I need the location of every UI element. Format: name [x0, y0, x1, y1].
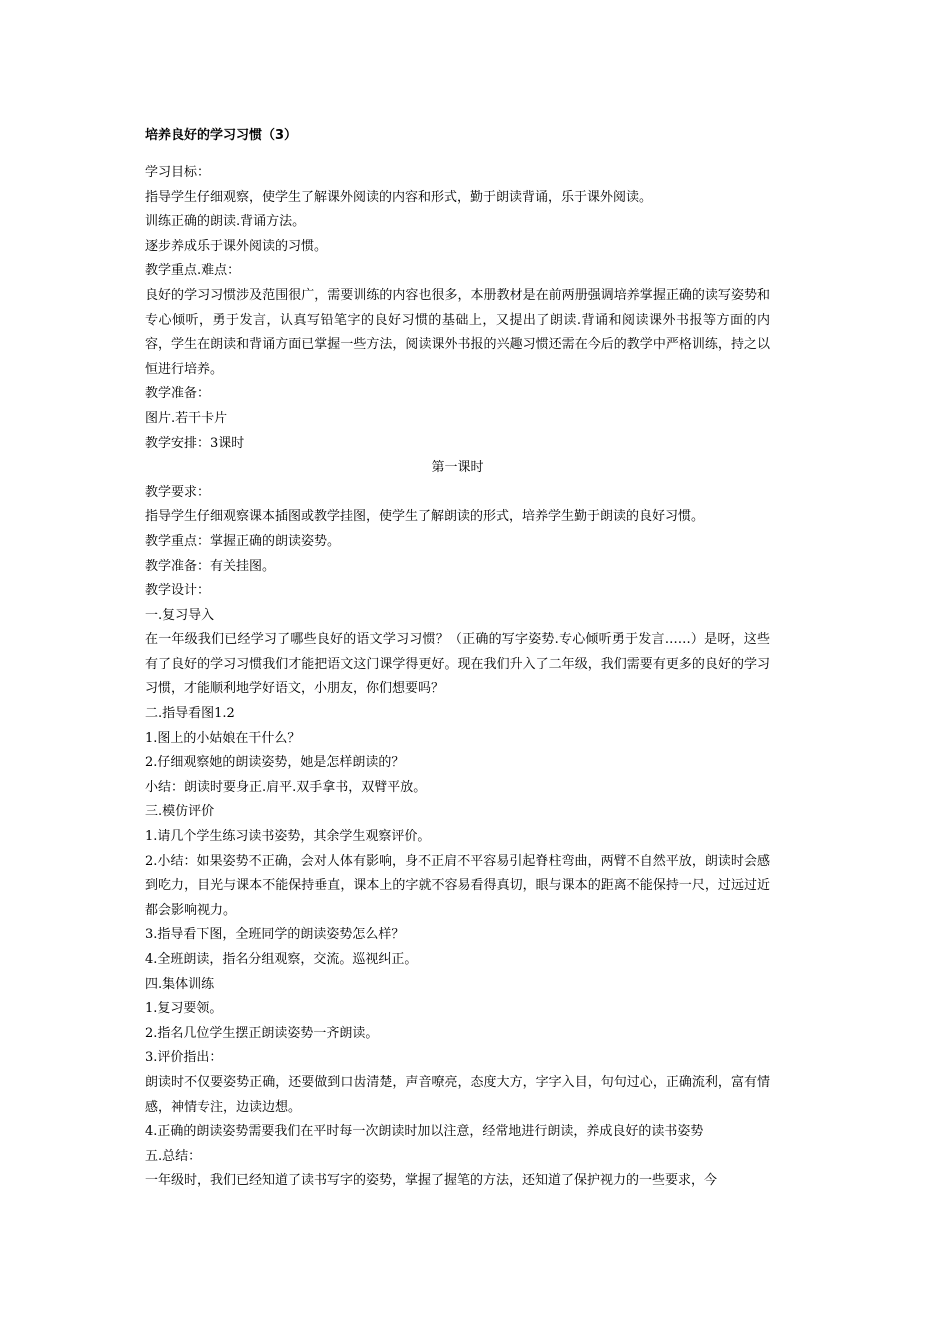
paragraph: 一.复习导入	[145, 607, 215, 623]
paragraph: 1.图上的小姑娘在干什么？	[145, 730, 301, 746]
paragraph: 2.小结：如果姿势不正确，会对人体有影响，身不正肩不平容易引起脊柱弯曲，两臂不自然平放，朗读时会感到吃力，目光与课本不能保持垂直，课本上的字就不容易看得真切，眼与课本的距离不能保持一尺，过远过近都会影响视力。	[145, 853, 770, 918]
paragraph: 教学安排：3课时	[145, 435, 245, 451]
document-body	[145, 124, 770, 1194]
paragraph: 教学准备：	[145, 386, 211, 402]
paragraph: 教学设计：	[145, 583, 211, 599]
paragraph: 教学准备：有关挂图。	[145, 558, 276, 574]
paragraph: 2.仔细观察她的朗读姿势，她是怎样朗读的？	[145, 755, 405, 771]
paragraph: 三.模仿评价	[145, 804, 215, 820]
paragraph: 教学重点：掌握正确的朗读姿势。	[145, 533, 341, 549]
paragraph: 在一年级我们已经学习了哪些良好的语文学习习惯？（正确的写字姿势.专心倾听勇于发言……）是呀，这些有了良好的学习习惯我们才能把语文这门课学得更好。现在我们升入了二年级，我们需要有更多的良好的学习习惯，才能顺利地学好语文，小朋友，你们想要吗？	[145, 632, 770, 697]
paragraph: 二.指导看图1.2	[145, 706, 235, 722]
paragraph: 4.全班朗读，指名分组观察，交流。巡视纠正。	[145, 952, 418, 967]
paragraph: 3.评价指出：	[145, 1050, 223, 1066]
paragraph-list	[145, 161, 770, 1194]
paragraph: 1.复习要领。	[145, 1001, 223, 1017]
paragraph: 朗读时不仅要姿势正确，还要做到口齿清楚，声音嘹亮，态度大方，字字入目，句句过心，正确流利，富有情感，神情专注，边读边想。	[145, 1074, 770, 1115]
paragraph: 1.请几个学生练习读书姿势，其余学生观察评价。	[145, 829, 431, 845]
paragraph: 3.指导看下图，全班同学的朗读姿势怎么样？	[145, 927, 405, 943]
paragraph: 良好的学习习惯涉及范围很广，需要训练的内容也很多，本册教材是在前两册强调培养掌握正确的读写姿势和专心倾听，勇于发言，认真写铅笔字的良好习惯的基础上，又提出了朗读.背诵和阅读课外书报等方面的内容，学生在朗读和背诵方面已掌握一些方法，阅读课外书报的兴趣习惯还需在今后的教学中严格训练，持之以恒进行培养。	[145, 287, 770, 377]
paragraph: 四.集体训练	[145, 976, 215, 992]
paragraph: 小结：朗读时要身正.肩平.双手拿书，双臂平放。	[145, 779, 427, 795]
paragraph: 教学要求：	[145, 484, 211, 500]
paragraph: 第一课时	[431, 460, 484, 476]
paragraph: 学习目标：	[145, 165, 211, 180]
paragraph: 逐步养成乐于课外阅读的习惯。	[145, 238, 328, 254]
paragraph: 图片.若干卡片	[145, 410, 228, 426]
document-title: 培养良好的学习习惯（3）	[145, 128, 298, 143]
paragraph: 指导学生仔细观察，使学生了解课外阅读的内容和形式，勤于朗读背诵，乐于课外阅读。	[145, 189, 653, 205]
paragraph: 一年级时，我们已经知道了读书写字的姿势，掌握了握笔的方法，还知道了保护视力的一些要求，今	[145, 1173, 718, 1189]
paragraph: 训练正确的朗读.背诵方法。	[145, 214, 306, 230]
paragraph: 教学重点.难点：	[145, 263, 241, 279]
paragraph: 指导学生仔细观察课本插图或教学挂图，使学生了解朗读的形式，培养学生勤于朗读的良好习惯。	[145, 509, 705, 525]
paragraph: 五.总结：	[145, 1148, 202, 1164]
paragraph: 2.指名几位学生摆正朗读姿势一齐朗读。	[145, 1025, 379, 1041]
paragraph: 4.正确的朗读姿势需要我们在平时每一次朗读时加以注意，经常地进行朗读，养成良好的读书姿势	[145, 1124, 704, 1140]
